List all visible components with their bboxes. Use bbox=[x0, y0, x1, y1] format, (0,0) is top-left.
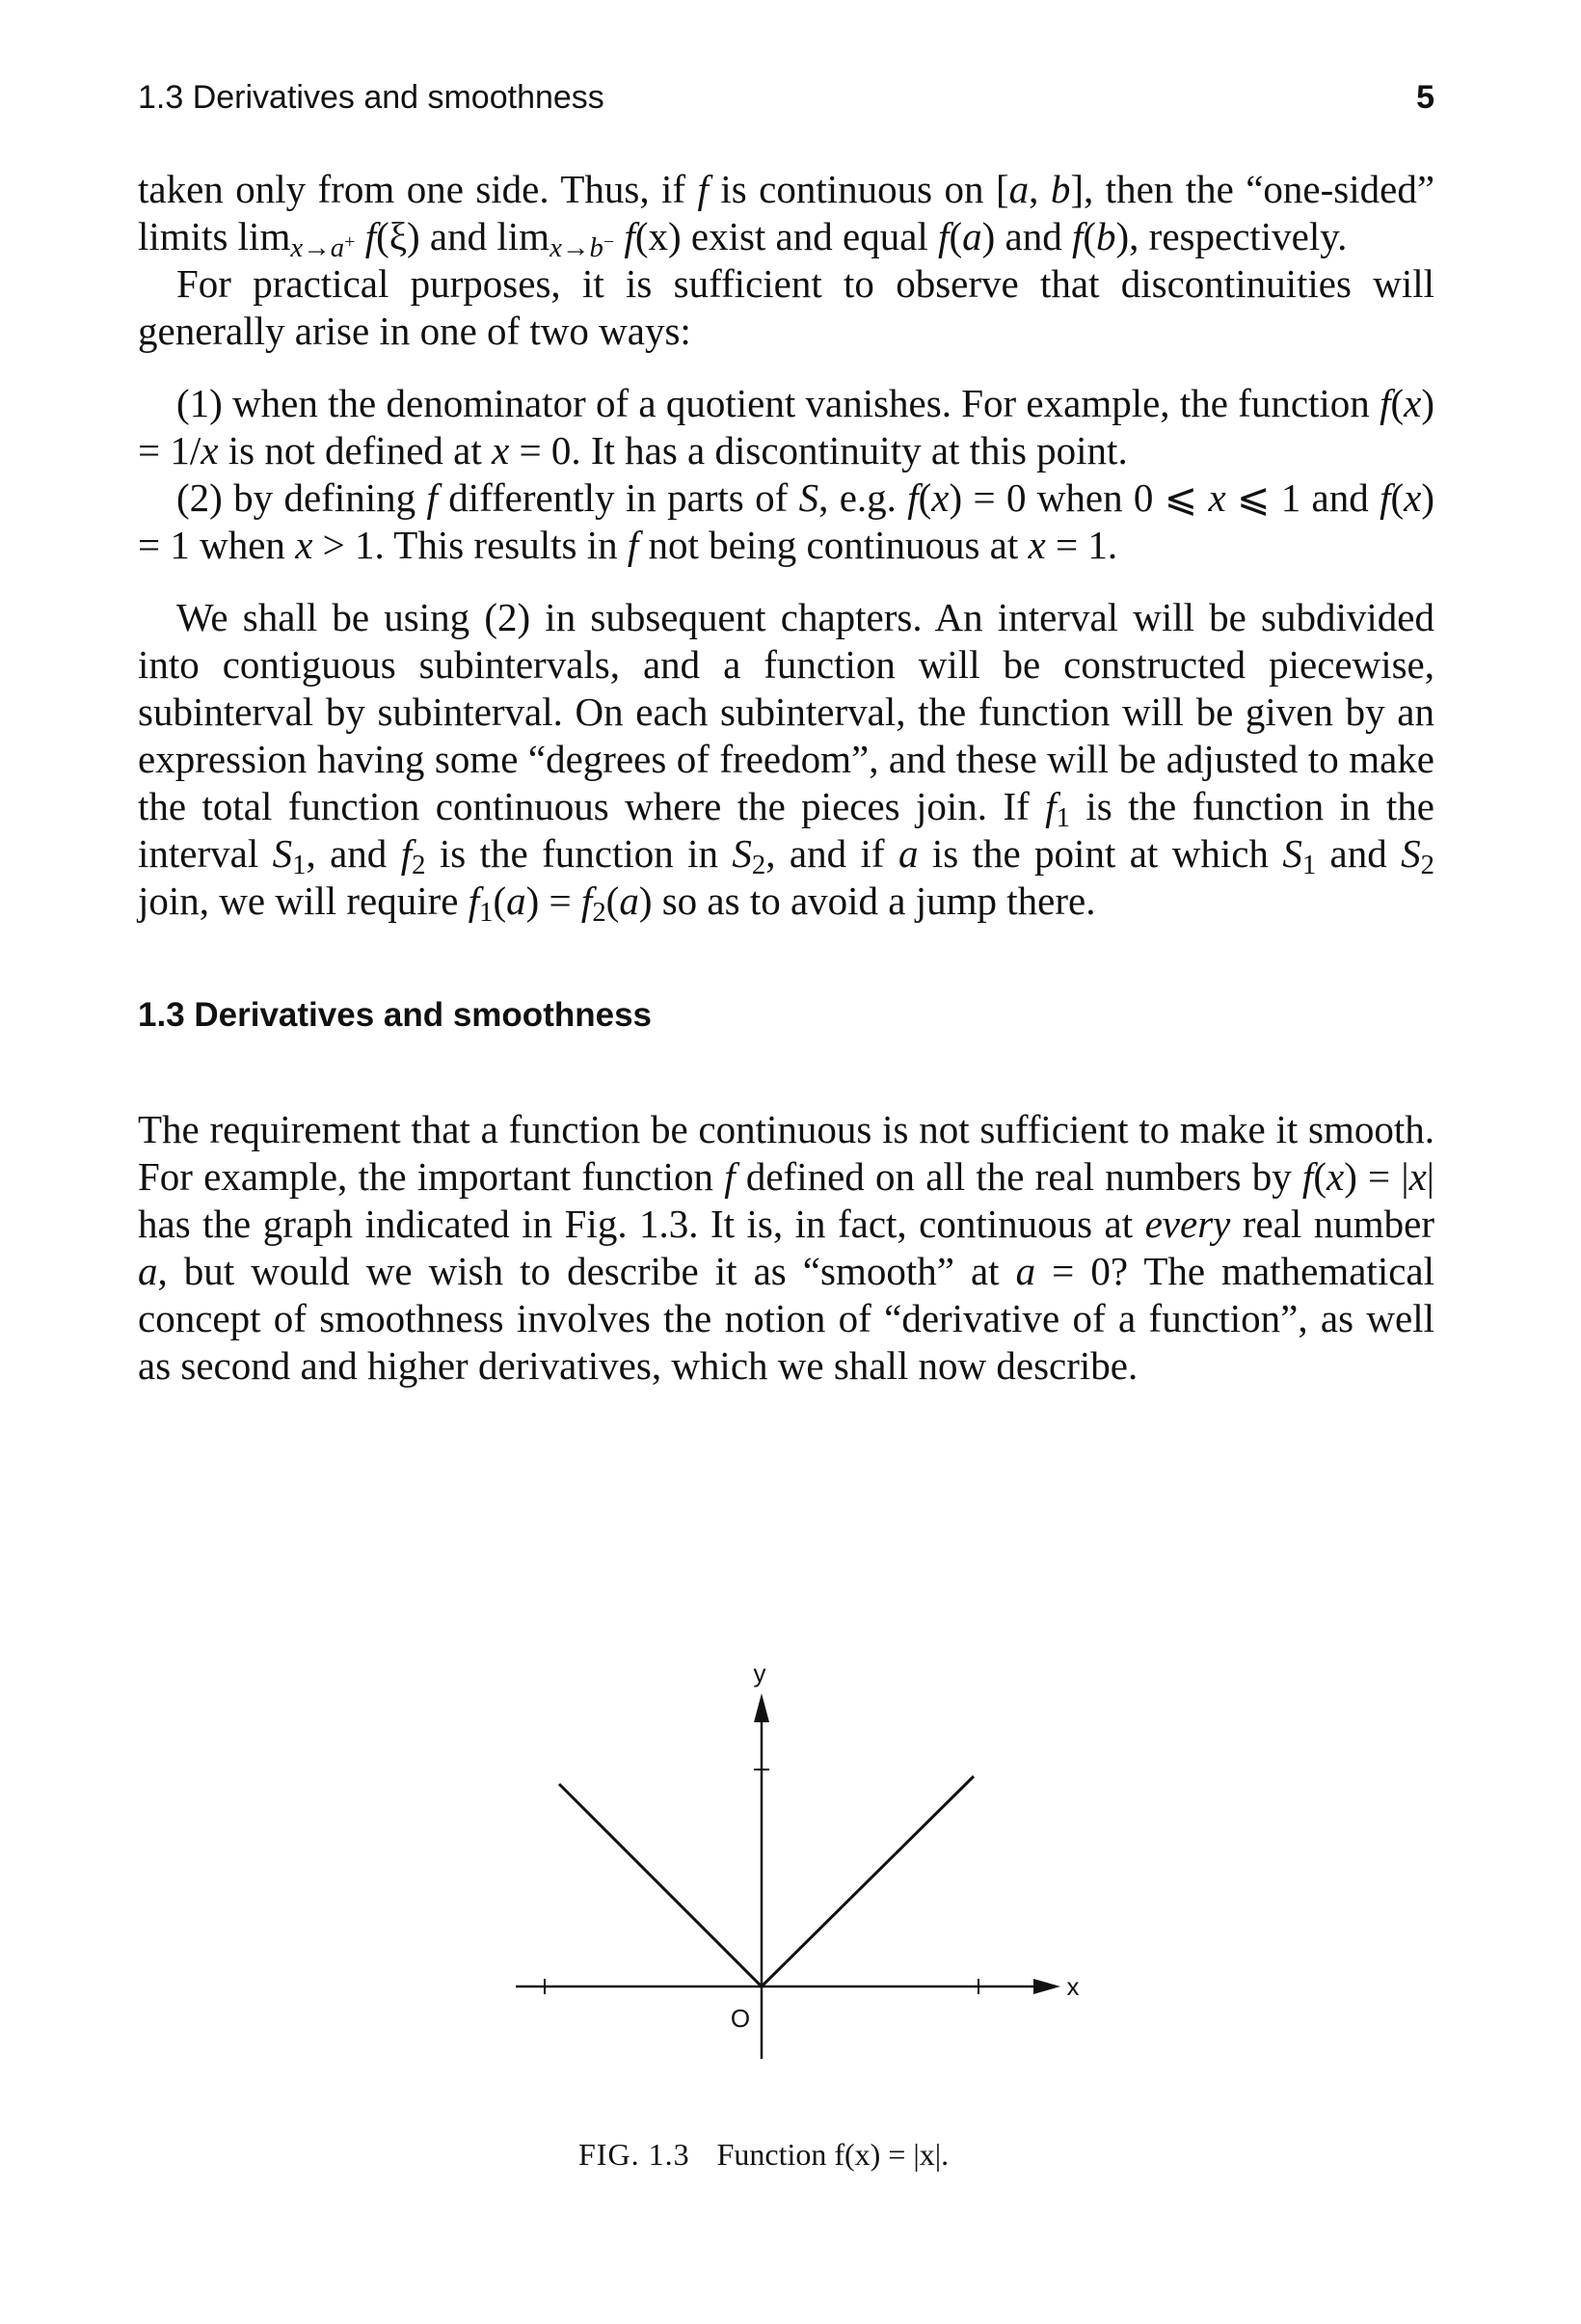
page-number: 5 bbox=[1416, 79, 1434, 116]
paragraph-one-sided-limits: taken only from one side. Thus, if f is continuous on [a, b], then the “one-sided” limits $\lim_{x\to a^+} f(\xi)$ and $\lim_{x\to b^-} f(x)$ exist and equal f(a) and f(b), respectively. bbox=[138, 167, 1435, 264]
x-axis-arrow bbox=[1033, 1979, 1060, 1994]
origin-label: O bbox=[730, 2004, 751, 2033]
y-axis-arrow bbox=[754, 1693, 769, 1722]
section-heading: 1.3 Derivatives and smoothness bbox=[138, 996, 652, 1034]
list-item-1: (1) when the denominator of a quotient vanishes. For example, the function f(x) = 1/x is not defined at x = 0. It has a discontinuity at this point. bbox=[138, 381, 1434, 473]
paragraph-smoothness: The requirement that a function be continuous is not sufficient to make it smooth. For example, the important function f defined on all the real numbers by f(x) = |x| has the graph indicated in Fig. 1.3. It is, in fact, continuous at every real number a, but would we wish to describe it as “smooth” at a = 0? The mathematical concept of smoothness involves the notion of “derivative of a function”, as well as second and higher derivatives, which we shall now describe. bbox=[138, 1107, 1434, 1388]
y-axis-label: y bbox=[753, 1668, 766, 1688]
figure-caption bbox=[578, 2137, 1157, 2173]
caption-label: FIG. 1.3 bbox=[578, 2137, 690, 2172]
paragraph-piecewise: We shall be using (2) in subsequent chapters. An interval will be subdivided into contiguous subintervals, and a function will be constructed piecewise, subinterval by subinterval. On each subinterval, the function will be given by an expression having some “degrees of freedom”, and these will be adjusted to make the total function continuous where the pieces join. If $f_1$ is the function in the interval $S_1$, and $f_2$ is the function in $S_2$, and if a is the point at which $S_1$ and $S_2$ join, we will require $f_1(a) = f_2(a)$ so as to avoid a jump there. bbox=[138, 595, 1434, 929]
caption-text: Function f(x) = |x|. bbox=[716, 2137, 950, 2172]
page-body bbox=[138, 166, 1434, 1390]
figure-abs-graph bbox=[501, 1668, 1080, 2083]
abs-curve bbox=[559, 1776, 974, 1986]
x-axis-label: x bbox=[1066, 1972, 1080, 2001]
list-item-2: (2) by defining f differently in parts of S, e.g. f(x) = 0 when 0 ⩽ x ⩽ 1 and f(x) = 1 when x > 1. This results in f not being continuous at x = 1. bbox=[138, 475, 1434, 567]
running-title: 1.3 Derivatives and smoothness bbox=[138, 79, 604, 116]
paragraph-discontinuities: For practical purposes, it is sufficient to observe that discontinuities will generally arise in one of two ways: bbox=[138, 261, 1434, 353]
abs-graph-svg bbox=[501, 1668, 1080, 2083]
